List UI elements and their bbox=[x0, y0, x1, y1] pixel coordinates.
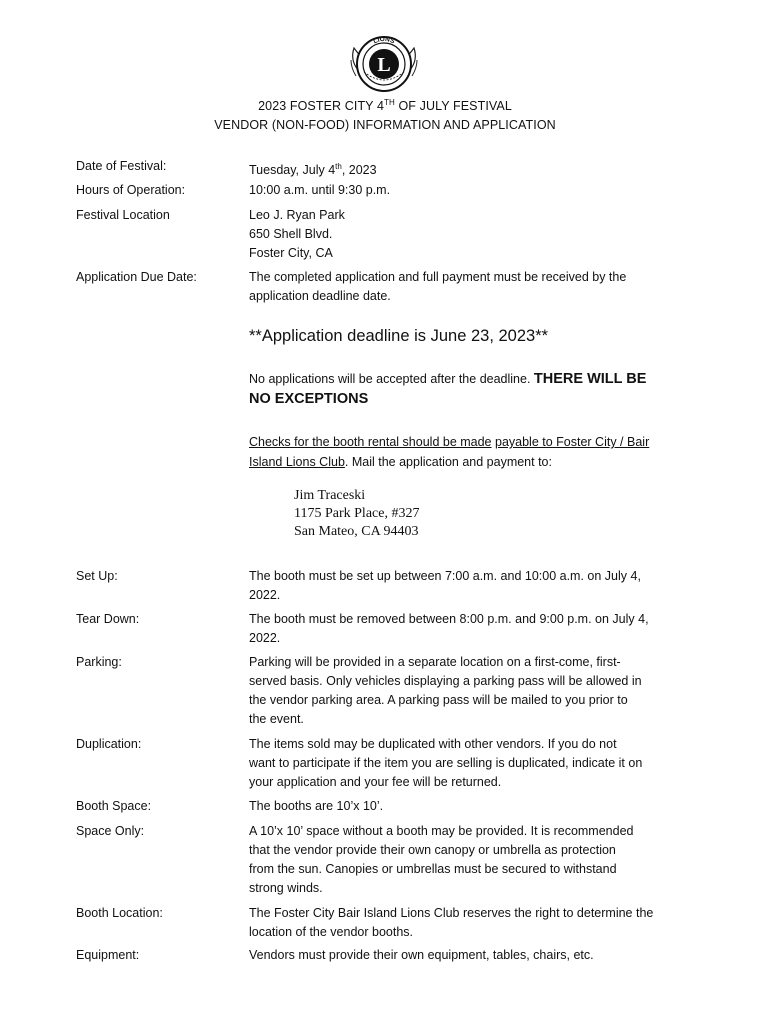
svg-text:L: L bbox=[377, 54, 391, 76]
date-value: Tuesday, July 4th, 2023 bbox=[249, 162, 377, 177]
no-exceptions-notice: No applications will be accepted after the deadline. THERE WILL BE NO EXCEPTIONS bbox=[249, 371, 647, 407]
hours-label: Hours of Operation: bbox=[76, 183, 186, 197]
deadline-headline: **Application deadline is June 23, 2023** bbox=[249, 327, 549, 345]
mailing-address: Jim Traceski 1175 Park Place, #327 San Mateo, CA 94403 bbox=[294, 488, 420, 539]
hours-value: 10:00 a.m. until 9:30 p.m. bbox=[249, 183, 391, 197]
date-label: Date of Festival: bbox=[76, 159, 167, 173]
svg-text:LIONS: LIONS bbox=[372, 35, 396, 46]
festival-title: 2023 FOSTER CITY 4TH OF JULY FESTIVAL bbox=[258, 98, 512, 113]
application-subtitle: VENDOR (NON-FOOD) INFORMATION AND APPLICATION bbox=[214, 118, 556, 132]
location-value: Leo J. Ryan Park 650 Shell Blvd. Foster City, CA bbox=[249, 208, 345, 260]
lions-club-emblem-icon bbox=[348, 30, 420, 98]
location-label: Festival Location bbox=[76, 208, 170, 222]
payment-instructions: Checks for the booth rental should be made payable to Foster City / Bair Island Lions Club. Mail the application and payment to: bbox=[249, 435, 650, 469]
due-date-value: The completed application and full payment must be received by the application deadline date. bbox=[249, 270, 627, 303]
due-date-label: Application Due Date: bbox=[76, 270, 197, 284]
